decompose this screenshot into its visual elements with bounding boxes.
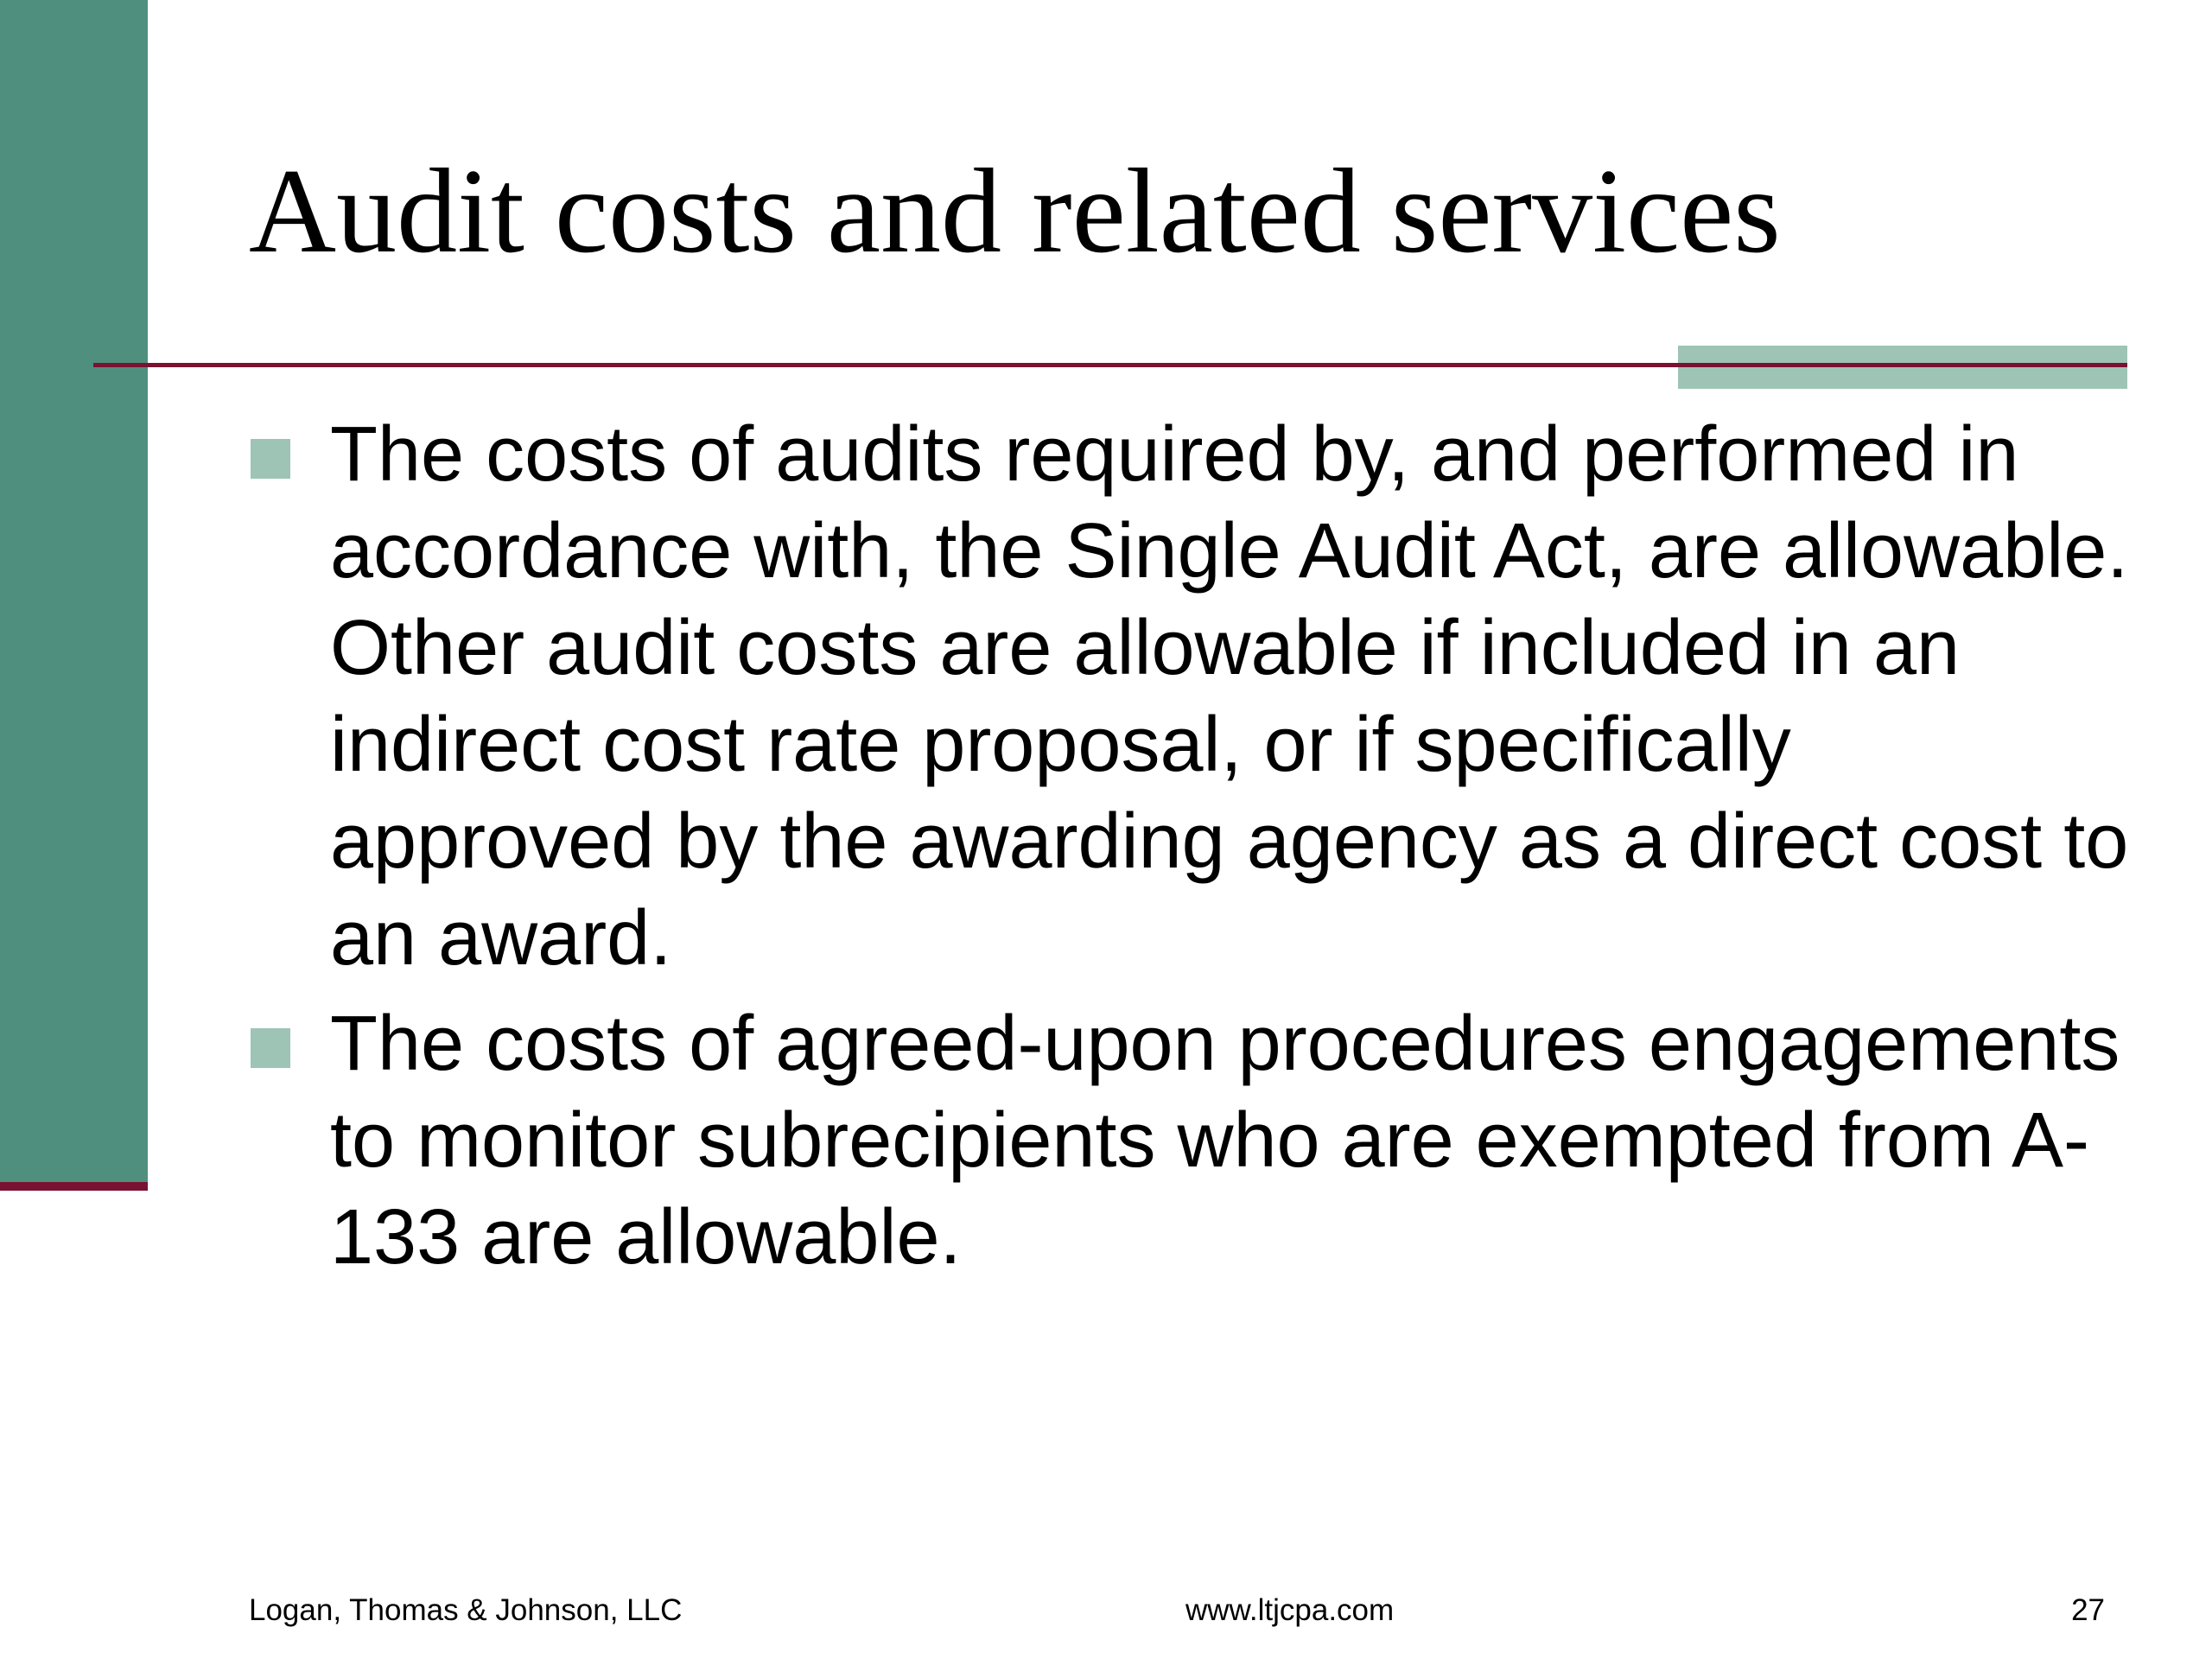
- bullet-list: [249, 406, 2133, 1294]
- title-divider-line: [93, 363, 2127, 367]
- left-accent-bar: [0, 0, 148, 1182]
- bullet-text: The costs of audits required by, and performed in accordance with, the Single Audit Act, are allowable. Other audit costs are allowable if included in an indirect cost rate proposal, or if specifically approved by the awarding agency as a direct cost to an award.: [330, 411, 2129, 982]
- bullet-item: [249, 406, 2133, 987]
- bullet-item: [249, 995, 2133, 1286]
- square-bullet-icon: [251, 1028, 290, 1068]
- footer-page-number: 27: [2071, 1593, 2105, 1627]
- title-accent-block: [1678, 346, 2127, 389]
- slide-title: Audit costs and related services: [249, 144, 1781, 278]
- footer-website: www.ltjcpa.com: [1185, 1593, 1395, 1627]
- left-bar-underline: [0, 1182, 148, 1191]
- bullet-text: The costs of agreed-upon procedures engagements to monitor subrecipients who are exempted from A-133 are allowable.: [330, 1001, 2120, 1281]
- square-bullet-icon: [251, 439, 290, 479]
- footer-company: Logan, Thomas & Johnson, LLC: [249, 1593, 683, 1627]
